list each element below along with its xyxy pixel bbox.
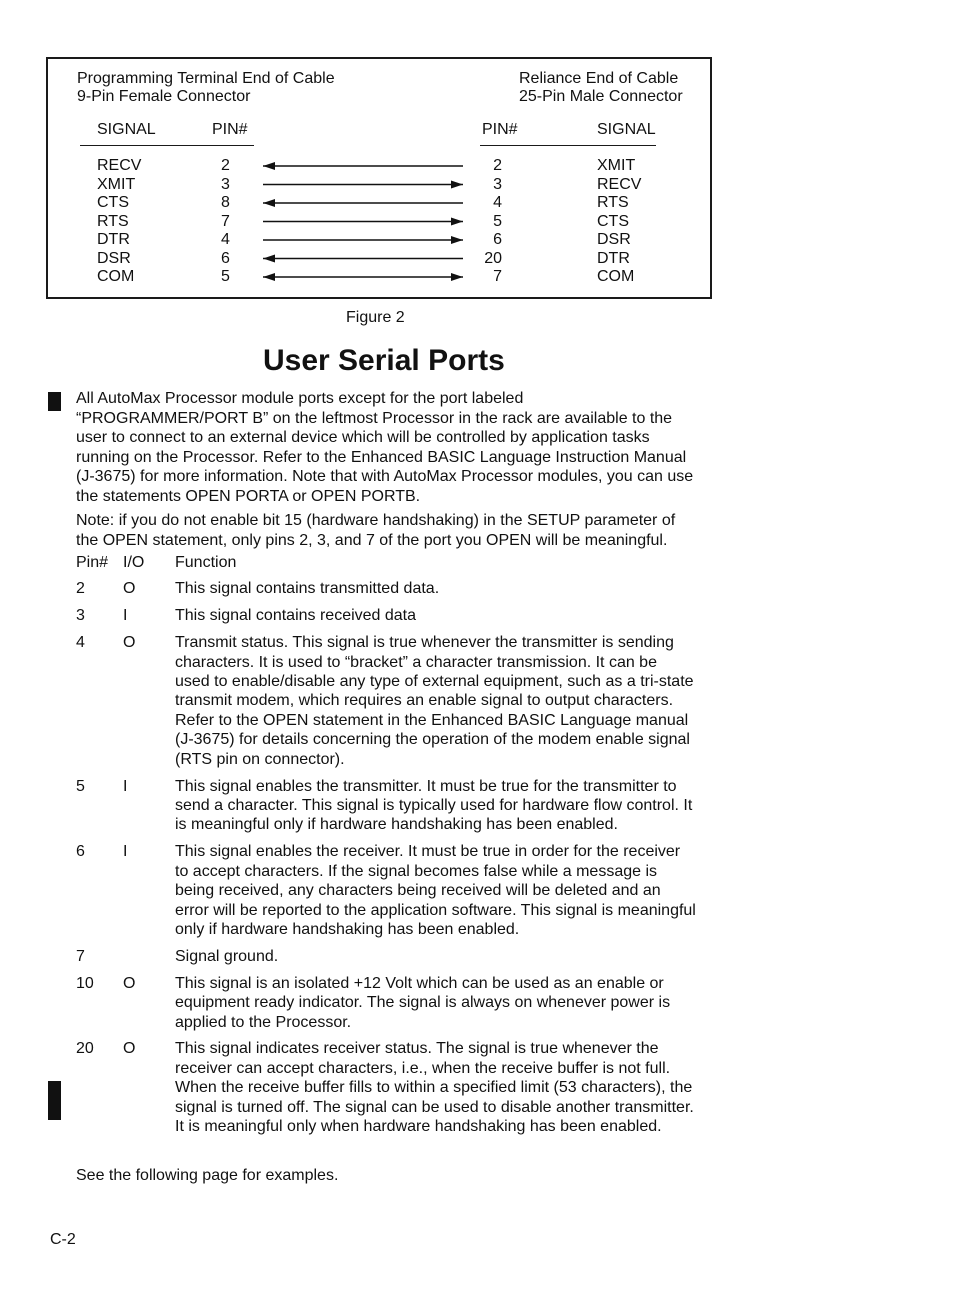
left-pin-header: PIN# xyxy=(212,121,248,138)
left-signal: DSR xyxy=(97,249,131,267)
left-pin: 8 xyxy=(221,194,230,211)
left-pin: 4 xyxy=(221,231,230,248)
see-following-note: See the following page for examples. xyxy=(76,1167,339,1184)
left-signal-header: SIGNAL xyxy=(97,121,156,138)
arrow-head xyxy=(451,236,463,244)
right-signal: RTS xyxy=(597,194,629,211)
signal-arrows xyxy=(0,0,954,320)
right-signal: COM xyxy=(597,268,635,285)
pin-cell: 3 xyxy=(76,607,85,625)
io-cell: I xyxy=(123,607,128,625)
function-cell: This signal enables the transmitter. It must be true for the transmitter to send a character. This signal is typically used for hardware flow control. It is meaningful only if hardware handshaking has been enabled. xyxy=(175,777,693,834)
io-cell: I xyxy=(123,777,128,795)
io-cell: O xyxy=(123,580,136,598)
figure-caption: Figure 2 xyxy=(346,309,405,326)
right-pin: 20 xyxy=(484,249,502,267)
arrow-head xyxy=(263,199,275,207)
change-bar-bottom xyxy=(48,1081,61,1120)
right-signal: CTS xyxy=(597,212,629,230)
pin-function-table xyxy=(76,553,696,1144)
function-cell: This signal is an isolated +12 Volt which can be used as an enable or equipment ready indicator. The signal is always on whenever power is applied to the Processor. xyxy=(175,974,671,1031)
table-row xyxy=(76,606,696,625)
function-cell: This signal indicates receiver status. The signal is true whenever the receiver can accept characters, i.e., when the receive buffer is not full. When the receive buffer fills to within a specified limit (53 characters), the signal is turned off. The signal can be used to disable another transmitter. It is meaningful only when hardware handshaking has been enabled. xyxy=(175,1040,694,1136)
left-signal: RTS xyxy=(97,212,129,230)
arrow-head xyxy=(263,162,275,170)
left-signal: DTR xyxy=(97,231,130,248)
right-heading-line-1: Reliance End of Cable xyxy=(519,70,679,87)
io-header: I/O xyxy=(123,554,145,571)
io-cell: O xyxy=(123,974,136,992)
left-pin: 7 xyxy=(221,212,230,230)
function-header: Function xyxy=(175,554,237,571)
io-cell xyxy=(123,947,175,966)
left-pin: 6 xyxy=(221,249,230,267)
right-pin: 5 xyxy=(493,212,502,230)
function-cell: Transmit status. This signal is true whenever the transmitter is sending characters. It is used to “bracket” a character transmission. It can be used to enable/disable any type of external equipment, such as a tri-state transmit modem, which requires an enable signal to output characters. Refer to the OPEN statement in the Enhanced BASIC Language manual (J-3675) for details concerning the operation of the modem enable signal (RTS pin on connector). xyxy=(175,634,694,768)
page-number: C-2 xyxy=(50,1231,76,1248)
function-cell: This signal contains received data xyxy=(175,607,417,625)
right-signal-header: SIGNAL xyxy=(597,121,656,138)
pin-header: Pin# xyxy=(76,554,109,571)
table-row xyxy=(76,1039,696,1136)
left-heading-line-1: Programming Terminal End of Cable xyxy=(77,70,335,87)
right-heading-line-2: 25-Pin Male Connector xyxy=(519,88,683,105)
function-cell: This signal enables the receiver. It must be true in order for the receiver to accept characters. If the signal becomes false while a message is being received, any characters being received will be deleted and an error will be reported to the application software. This signal is meaningful only if hardware handshaking has been enabled. xyxy=(175,843,696,938)
right-pin: 3 xyxy=(493,175,502,193)
arrow-head xyxy=(451,181,463,189)
right-pin: 6 xyxy=(493,231,502,248)
change-bar-top xyxy=(48,392,61,411)
note-paragraph: Note: if you do not enable bit 15 (hardware handshaking) in the SETUP parameter of the OPEN statement, only pins 2, 3, and 7 of the port you OPEN will be meaningful. xyxy=(76,512,676,549)
table-header-row xyxy=(76,553,696,572)
io-cell: O xyxy=(123,1040,136,1058)
left-signal: XMIT xyxy=(97,175,136,193)
pin-cell: 7 xyxy=(76,947,85,965)
table-row xyxy=(76,579,696,598)
pin-cell: 2 xyxy=(76,580,85,598)
io-cell: O xyxy=(123,634,136,652)
arrow-head xyxy=(263,273,275,281)
left-signal: CTS xyxy=(97,194,129,211)
pin-cell: 10 xyxy=(76,974,94,992)
function-cell: Signal ground. xyxy=(175,947,279,965)
pin-cell: 4 xyxy=(76,634,85,652)
table-row xyxy=(76,633,696,769)
page-title: User Serial Ports xyxy=(263,344,505,377)
left-signal: RECV xyxy=(97,157,142,174)
table-row xyxy=(76,842,696,939)
pin-cell: 20 xyxy=(76,1040,94,1058)
arrow-head xyxy=(451,273,463,281)
intro-paragraph: All AutoMax Processor module ports except for the port labeled “PROGRAMMER/PORT B” on the leftmost Processor in the rack are available to the user to connect to an external device which will be controlled by application tasks running on the Processor. Refer to the Enhanced BASIC Language Instruction Manual (J-3675) for more information. Note that with AutoMax Processor modules, you can use the statements OPEN PORTA or OPEN PORTB. xyxy=(76,390,694,505)
right-pin: 4 xyxy=(493,194,502,211)
left-pin: 5 xyxy=(221,268,230,285)
table-row xyxy=(76,777,696,835)
table-row xyxy=(76,974,696,1032)
left-pin: 2 xyxy=(221,157,230,174)
pin-cell: 5 xyxy=(76,777,85,795)
left-signal: COM xyxy=(97,268,135,285)
arrow-head xyxy=(263,255,275,263)
right-pin: 2 xyxy=(493,157,502,174)
right-signal: DSR xyxy=(597,231,631,248)
right-signal: XMIT xyxy=(597,157,636,174)
right-signal: DTR xyxy=(597,249,630,267)
left-heading-line-2: 9-Pin Female Connector xyxy=(77,88,251,105)
io-cell: I xyxy=(123,843,128,861)
table-row xyxy=(76,947,696,966)
arrow-head xyxy=(451,218,463,226)
right-signal: RECV xyxy=(597,175,642,193)
left-pin: 3 xyxy=(221,175,230,193)
function-cell: This signal contains transmitted data. xyxy=(175,580,440,598)
right-pin: 7 xyxy=(493,268,502,285)
pin-cell: 6 xyxy=(76,843,85,861)
right-pin-header: PIN# xyxy=(482,121,518,138)
